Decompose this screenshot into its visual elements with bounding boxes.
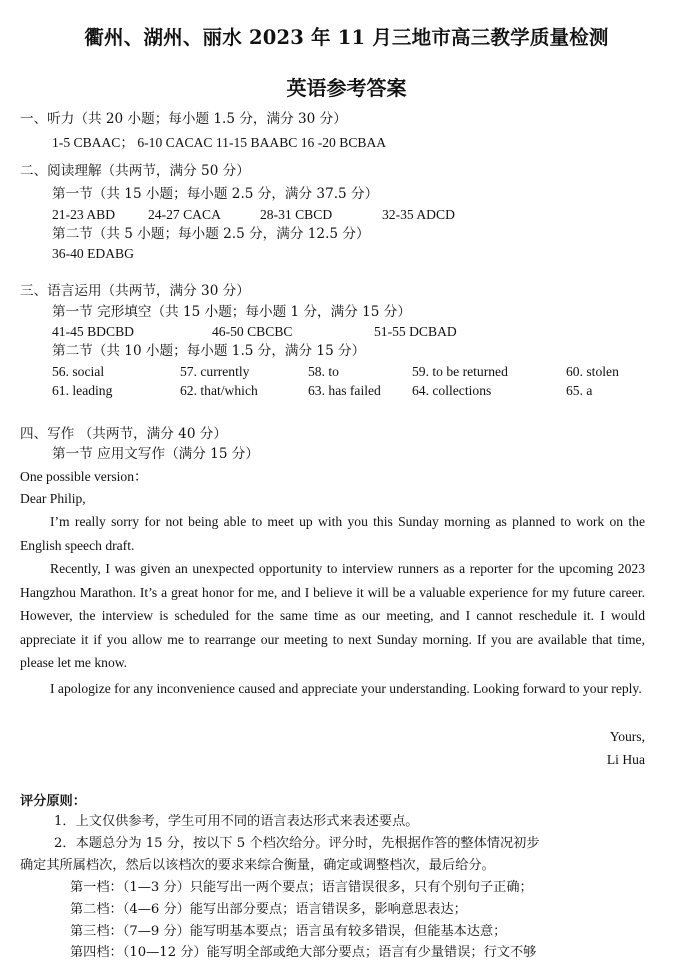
grading-level: 第一档：（1—3 分）只能写出一两个要点；语言错误很多，只有个别句子正确； xyxy=(70,880,533,895)
grading-heading: 评分原则： xyxy=(20,794,86,809)
cloze-answer-group: 46-50 CBCBC xyxy=(212,324,293,339)
letter-closing: Yours, xyxy=(609,729,645,744)
fill-answer: 64. collections xyxy=(412,383,492,398)
letter-greeting: Dear Philip, xyxy=(20,491,86,506)
letter-paragraph-1: I’m really sorry for not being able to meet up with you this Sunday morning as planned to work on the English speech draft. xyxy=(20,514,645,553)
language-part2-heading: 第二节（共 10 小题；每小题 1.5 分，满分 15 分） xyxy=(52,343,366,359)
cloze-answer-group: 41-45 BDCBD xyxy=(52,324,134,339)
page-subtitle: 英语参考答案 xyxy=(286,76,407,100)
listening-answers: 1-5 CBAAC； 6-10 CACAC 11-15 BAABC 16 -20 BCBAA xyxy=(52,135,387,150)
language-part1-heading: 第一节 完形填空（共 15 小题；每小题 1 分，满分 15 分） xyxy=(52,304,411,320)
letter-paragraph-2: Recently, I was given an unexpected opportunity to interview runners as a reporter for the upcoming 2023 Hangzhou Marathon. It’s a great honor for me, and I believe it will be a valuable experience for my future career. However, the interview is scheduled for the same time as our meeting, and I cannot reschedule it. I would appreciate it if you allow me to rearrange our meeting to next Sunday morning. If you are available that time, please let me know. xyxy=(20,561,645,671)
grading-level: 第四档：（10—12 分）能写明全部或绝大部分要点；语言有少量错误；行文不够 xyxy=(70,945,537,960)
fill-answer: 63. has failed xyxy=(308,383,381,398)
fill-answer: 57. currently xyxy=(180,364,250,379)
writing-heading: 四、写作 （共两节，满分 40 分） xyxy=(20,426,227,442)
letter-paragraph xyxy=(20,677,645,701)
page-title: 衢州、湖州、丽水 2023 年 11 月三地市高三教学质量检测 xyxy=(84,26,609,49)
fill-answer: 58. to xyxy=(308,364,339,379)
listening-heading: 一、听力（共 20 小题；每小题 1.5 分，满分 30 分） xyxy=(20,111,347,127)
reading-answer-group: 24-27 CACA xyxy=(148,207,221,222)
cloze-answer-group: 51-55 DCBAD xyxy=(374,324,457,339)
reading-part1-heading: 第一节（共 15 小题；每小题 2.5 分，满分 37.5 分） xyxy=(52,186,379,202)
letter-paragraph-3: I apologize for any inconvenience caused and appreciate your understanding. Looking forward to your reply. xyxy=(50,681,642,696)
reading-answer-group: 32-35 ADCD xyxy=(382,207,455,222)
letter-paragraph xyxy=(20,557,645,675)
grading-level: 第三档：（7—9 分）能写明基本要点；语言虽有较多错误，但能基本达意； xyxy=(70,924,507,939)
language-heading: 三、语言运用（共两节，满分 30 分） xyxy=(20,283,250,299)
letter-paragraph xyxy=(20,510,645,557)
letter-signature: Li Hua xyxy=(606,752,645,767)
reading-part2-answers: 36-40 EDABG xyxy=(52,246,134,261)
fill-answer: 65. a xyxy=(566,383,593,398)
grading-rule-2: 2．本题总分为 15 分，按以下 5 个档次给分。评分时，先根据作答的整体情况初步 xyxy=(54,836,540,851)
grading-rule-1: 1．上文仅供参考，学生可用不同的语言表达形式来表述要点。 xyxy=(54,814,419,829)
sample-intro: One possible version： xyxy=(20,469,148,484)
fill-answer: 59. to be returned xyxy=(412,364,508,379)
reading-answer-group: 21-23 ABD xyxy=(52,207,116,222)
fill-answer: 61. leading xyxy=(52,383,113,398)
fill-answer: 56. social xyxy=(52,364,105,379)
fill-answer: 60. stolen xyxy=(566,364,619,379)
grading-level: 第二档：（4—6 分）能写出部分要点；语言错误多，影响意思表达； xyxy=(70,902,467,917)
reading-part2-heading: 第二节（共 5 小题；每小题 2.5 分，满分 12.5 分） xyxy=(52,226,370,242)
writing-part1-heading: 第一节 应用文写作（满分 15 分） xyxy=(52,446,259,462)
reading-heading: 二、阅读理解（共两节，满分 50 分） xyxy=(20,163,250,179)
reading-answer-group: 28-31 CBCD xyxy=(260,207,333,222)
grading-rule-2-cont: 确定其所属档次，然后以该档次的要求来综合衡量，确定或调整档次，最后给分。 xyxy=(20,858,495,873)
fill-answer: 62. that/which xyxy=(180,383,258,398)
